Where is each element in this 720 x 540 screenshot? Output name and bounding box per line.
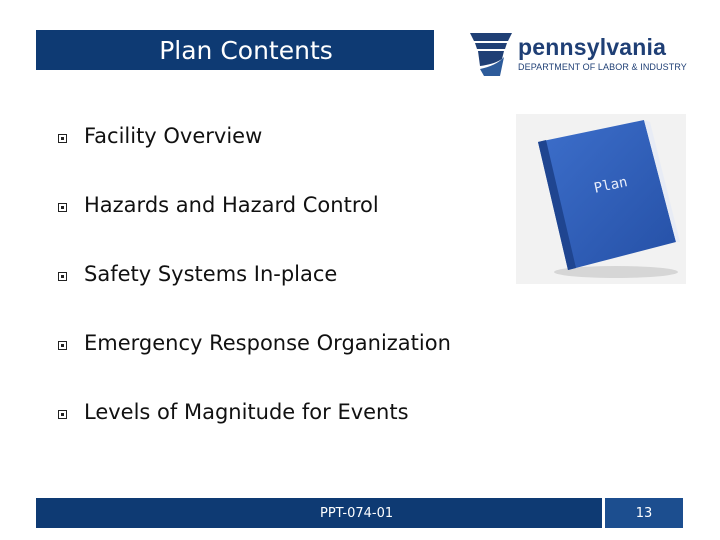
logo-department: DEPARTMENT OF LABOR & INDUSTRY [518,62,687,72]
keystone-icon [466,28,516,80]
bullet-icon [58,203,67,212]
binder-icon [516,114,686,284]
binder-label: Plan [592,174,629,197]
logo-wordmark: pennsylvania [518,34,667,60]
bullet-label: Levels of Magnitude for Events [84,400,409,424]
title-accent [434,30,456,70]
footer-code: PPT-074-01 [320,506,394,521]
footer-bar [36,498,683,528]
bullet-icon [58,134,67,143]
bullet-label: Hazards and Hazard Control [84,193,379,217]
title-bar [36,30,456,70]
pa-logo [466,28,698,80]
page-number-box [602,498,683,528]
bullet-icon [58,341,67,350]
page-number: 13 [635,506,653,521]
bullet-icon [58,410,67,419]
page-title: Plan Contents [159,36,333,65]
bullet-label: Facility Overview [84,124,263,148]
binder-image [516,114,686,284]
bullet-label: Emergency Response Organization [84,331,451,355]
bullet-icon [58,272,67,281]
bullet-label: Safety Systems In-place [84,262,338,286]
